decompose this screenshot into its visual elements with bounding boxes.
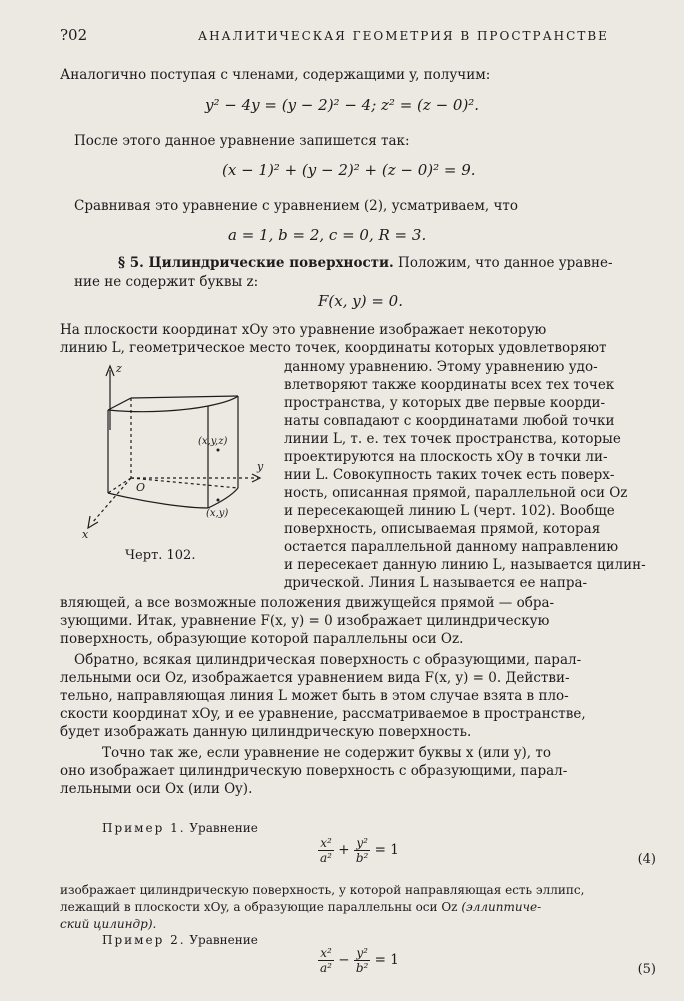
wrap-line: проектируются на плоскость xOy в точки ли-	[284, 449, 608, 465]
text-line: На плоскости координат xOy это уравнение изображает некоторую	[60, 322, 547, 338]
wrap-line: и пересекающей линию L (черт. 102). Вообще	[284, 503, 615, 519]
text-line: После этого данное уравнение запишется так:	[74, 133, 410, 149]
formula-operator: +	[338, 842, 350, 858]
formula-4	[318, 836, 399, 865]
axis-label-z: z	[116, 362, 122, 375]
example-1-label: Пример 1.	[102, 821, 186, 835]
wrap-line: наты совпадают с координатами любой точки	[284, 413, 615, 429]
text-line: оно изображает цилиндрическую поверхность с образующими, парал-	[60, 763, 568, 779]
equation-3: a = 1, b = 2, c = 0, R = 3.	[228, 226, 427, 244]
example-1-text: Уравнение	[185, 821, 258, 835]
wrap-line: нии L. Совокупность таких точек есть поверх-	[284, 467, 615, 483]
wrap-line: поверхность, описываемая прямой, которая	[284, 521, 601, 537]
section-heading	[118, 257, 613, 271]
text-line: поверхность, образующие которой параллельны оси Oz.	[60, 631, 464, 647]
equation-number-5: (5)	[637, 962, 656, 977]
formula-5	[318, 946, 399, 975]
text-line: тельно, направляющая линия L может быть в этом случае взята в пло-	[60, 688, 569, 704]
text-line: лежащий в плоскости xOy, а образующие параллельны оси Oz (эллиптиче-	[60, 900, 542, 914]
fraction: $\frac{\text{y²}}{\text{b²}}$	[355, 836, 369, 865]
formula-rhs: = 1	[374, 952, 399, 968]
figure-102	[78, 358, 268, 547]
equation-number-4: (4)	[637, 852, 656, 867]
section-title: § 5. Цилиндрические поверхности.	[118, 255, 394, 271]
text-line: Точно так же, если уравнение не содержит буквы x (или y), то	[102, 745, 551, 761]
page-number: ?02	[60, 26, 88, 44]
wrap-line: ность, описанная прямой, параллельной оси Oz	[284, 485, 628, 501]
text-line: Аналогично поступая с членами, содержащими y, получим:	[60, 67, 491, 83]
origin-label: O	[136, 481, 146, 494]
fraction: $\frac{\text{x²}}{\text{a²}}$	[320, 836, 332, 865]
text-line: скости координат xOy, и ее уравнение, рассматриваемое в пространстве,	[60, 706, 586, 722]
example-1	[102, 822, 258, 834]
example-2	[102, 934, 258, 946]
text-line: будет изображать данную цилиндрическую поверхность.	[60, 724, 472, 740]
text-line: лельными оси Oz, изображается уравнением вида F(x, y) = 0. Действи-	[60, 670, 570, 686]
formula-operator: −	[338, 952, 350, 968]
text-line: Обратно, всякая цилиндрическая поверхность с образующими, парал-	[74, 652, 582, 668]
wrap-line: влетворяют также координаты всех тех точек	[284, 377, 615, 393]
axis-label-x: x	[82, 528, 89, 541]
figure-caption: Черт. 102.	[125, 548, 196, 563]
wrap-line: остается параллельной данному направлению	[284, 539, 619, 555]
equation-2: (x − 1)² + (y − 2)² + (z − 0)² = 9.	[222, 161, 476, 179]
fraction: $\frac{\text{x²}}{\text{a²}}$	[320, 946, 332, 975]
running-title: АНАЛИТИЧЕСКАЯ ГЕОМЕТРИЯ В ПРОСТРАНСТВЕ	[198, 29, 609, 43]
text-line: зующими. Итак, уравнение F(x, y) = 0 изображает цилиндрическую	[60, 613, 550, 629]
fraction: $\frac{\text{y²}}{\text{b²}}$	[355, 946, 369, 975]
text-line: ние не содержит буквы z:	[74, 274, 259, 290]
text-line: Сравнивая это уравнение с уравнением (2), усматриваем, что	[74, 198, 518, 214]
wrap-line: дрической. Линия L называется ее напра-	[284, 575, 588, 591]
point-label-bottom: (x,y)	[206, 508, 229, 519]
example-2-label: Пример 2.	[102, 933, 186, 947]
wrap-line: и пересекает данную линию L, называется цилин-	[284, 557, 646, 573]
equation-1: y² − 4y = (y − 2)² − 4; z² = (z − 0)².	[205, 96, 480, 114]
point-label-top: (x,y,z)	[198, 436, 228, 447]
wrap-line: пространства, у которых две первые коорди-	[284, 395, 606, 411]
text-line: изображает цилиндрическую поверхность, у которой направляющая есть эллипс,	[60, 883, 585, 897]
section-intro: Положим, что данное уравне-	[393, 255, 613, 271]
example-2-text: Уравнение	[185, 933, 258, 947]
text-line: лельными оси Ox (или Oy).	[60, 781, 253, 797]
wrap-line: линии L, т. е. тех точек пространства, которые	[284, 431, 621, 447]
text-line: вляющей, а все возможные положения движущейся прямой — обра-	[60, 595, 555, 611]
text-line: ский цилиндр).	[60, 917, 157, 931]
cylinder-diagram	[78, 358, 268, 543]
axis-label-y: y	[257, 460, 264, 473]
wrap-line: данному уравнению. Этому уравнению удо-	[284, 359, 598, 375]
formula-rhs: = 1	[374, 842, 399, 858]
equation-4: F(x, y) = 0.	[318, 292, 403, 310]
text-line: линию L, геометрическое место точек, координаты которых удовлетворяют	[60, 340, 607, 356]
